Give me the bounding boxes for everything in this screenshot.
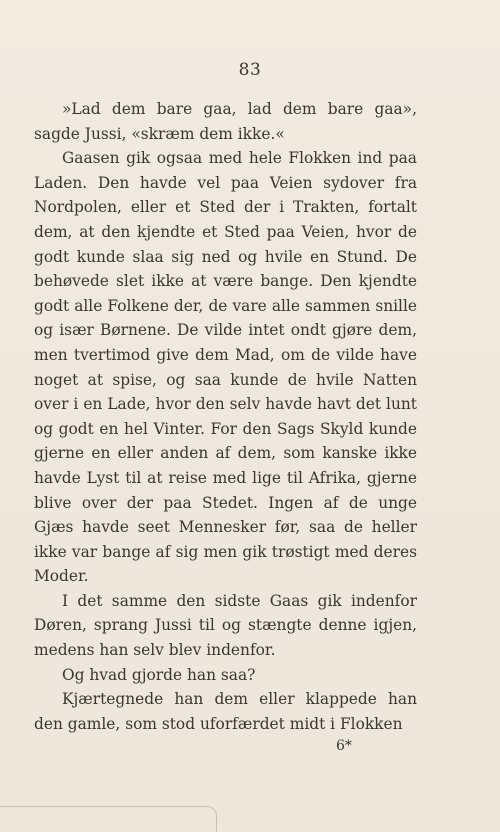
paragraph: Kjærtegnede han dem eller klappede han den gamle, som stod uforfærdet midt i Flokken <box>34 690 417 733</box>
paragraph: Gaasen gik ogsaa med hele Flokken ind paa Laden. Den havde vel paa Veien sydover fra Nordpolen, eller et Sted der i Trakten, fortalt dem, at den kjendte et Sted paa Veien, hvor de godt kunde slaa sig ned og hvile en Stund. De behøvede slet ikke at være bange. Den kjendte godt alle Folkene der, de vare alle sammen snille og især Børnene. De vilde intet ondt gjøre dem, men tvertimod give dem Mad, om de vilde have noget at spise, og saa kunde de hvile Natten over i en Lade, hvor den selv havde havt det lunt og godt en hel Vinter. For den Sags Skyld kunde gjerne en eller anden af dem, som kanske ikke havde Lyst til at reise med lige til Afrika, gjerne blive over der paa Stedet. Ingen af de unge Gjæs havde seet Mennesker før, saa de heller ikke var bange af sig men gik trøstigt med deres Moder. <box>34 149 417 586</box>
page-number: 83 <box>238 60 262 80</box>
paragraph: I det samme den sidste Gaas gik indenfor Døren, sprang Jussi til og stængte denne igjen, medens han selv blev indenfor. <box>34 591 417 660</box>
paragraph: »Lad dem bare gaa, lad dem bare gaa», sagde Jussi, «skræm dem ikke.« <box>34 100 417 143</box>
page-fold-edge <box>0 806 217 832</box>
signature-mark: 6* <box>336 738 352 754</box>
paragraph: Og hvad gjorde han saa? <box>62 665 256 684</box>
page-text <box>34 97 417 736</box>
